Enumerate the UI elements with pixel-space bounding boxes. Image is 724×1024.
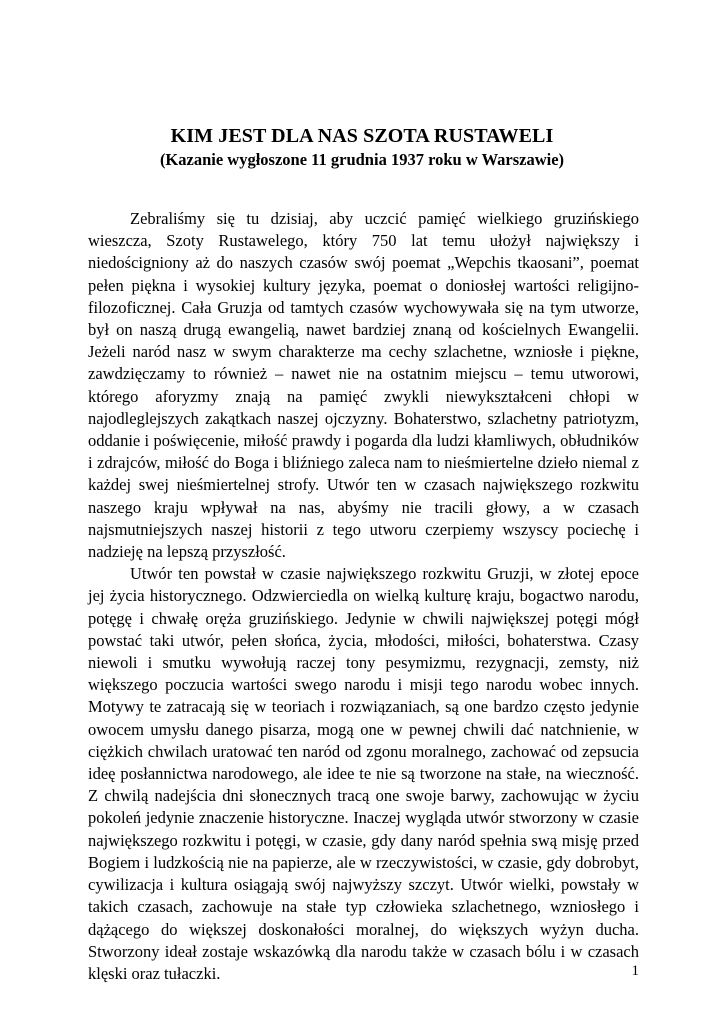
document-title: KIM JEST DLA NAS SZOTA RUSTAWELI [170, 125, 554, 147]
paragraph: Utwór ten powstał w czasie największego rozkwitu Gruzji, w złotej epoce jej życia historycznego. Odzwierciedla on wielką kulturę kraju, bogactwo narodu, potęgę i chwałę oręża gruzińskiego. Jedynie w chwili największej potęgi mógł powstać taki utwór, pełen słońca, życia, młodości, miłości, bohaterstwa. Czasy niewoli i smutku wywołują raczej tony pesymizmu, rezygnacji, zemsty, niż większego poczucia wartości swego narodu i misji tego narodu wobec innych. Motywy te zatracają się w teoriach i rozwiązaniach, są one bardzo często jedynie owocem umysłu danego pisarza, mogą one w pewnej chwili dać natchnienie, w ciężkich chwilach uratować ten naród od zgonu moralnego, zachować od zepsucia ideę posłannictwa narodowego, ale idee te nie są tworzone na stałe, na wieczność. Z chwilą nadejścia dni słonecznych tracą one swoje barwy, zachowując w życiu pokoleń jedynie znaczenie historyczne. Inaczej wygląda utwór stworzony w czasie największego rozkwitu i potęgi, w czasie, gdy dany naród spełnia swą misję przed Bogiem i ludzkością nie na papierze, ale w rzeczywistości, w czasie, gdy dobrobyt, cywilizacja i kultura osiągają swój najwyższy szczyt. Utwór wielki, powstały w takich czasach, zachowuje na stałe typ człowieka szlachetnego, wzniosłego i dążącego do większej doskonałości moralnej, do większych wyżyn ducha. Stworzony ideał zostaje wskazówką dla narodu także w czasach bólu i w czasach klęski oraz tułaczki. [88, 564, 639, 983]
page-number: 1 [631, 963, 639, 979]
document-body [88, 208, 639, 985]
document-subtitle: (Kazanie wygłoszone 11 grudnia 1937 roku w Warszawie) [159, 150, 565, 169]
paragraph: Zebraliśmy się tu dzisiaj, aby uczcić pamięć wielkiego gruzińskiego wieszcza, Szoty Rustawelego, który 750 lat temu ułożył największy i niedościgniony aż do naszych czasów swój poemat „Wepchis tkaosani”, poemat pełen piękna i wysokiej kultury języka, poemat o doniosłej wartości religijno-filozoficznej. Cała Gruzja od tamtych czasów wychowywała się na tym utworze, był on naszą drugą ewangelią, nawet bardziej znaną od kościelnych Ewangelii. Jeżeli naród nasz w swym charakterze ma cechy szlachetne, wzniosłe i piękne, zawdzięczamy to również – nawet nie na ostatnim miejscu – temu utworowi, którego aforyzmy znają na pamięć zwykli niewykształceni chłopi w najodleglejszych zakątkach naszej ojczyzny. Bohaterstwo, szlachetny patriotyzm, oddanie i poświęcenie, miłość prawdy i pogarda dla ludzi kłamliwych, obłudników i zdrajców, miłość do Boga i bliźniego zaleca nam to nieśmiertelne dzieło niemal z każdej swej nieśmiertelnej strofy. Utwór ten w czasach największego rozkwitu naszego kraju wpływał na nas, abyśmy nie tracili głowy, a w czasach najsmutniejszych naszej historii z tego utworu czerpiemy wszyscy pociechę i nadzieję na lepszą przyszłość. [88, 209, 639, 562]
